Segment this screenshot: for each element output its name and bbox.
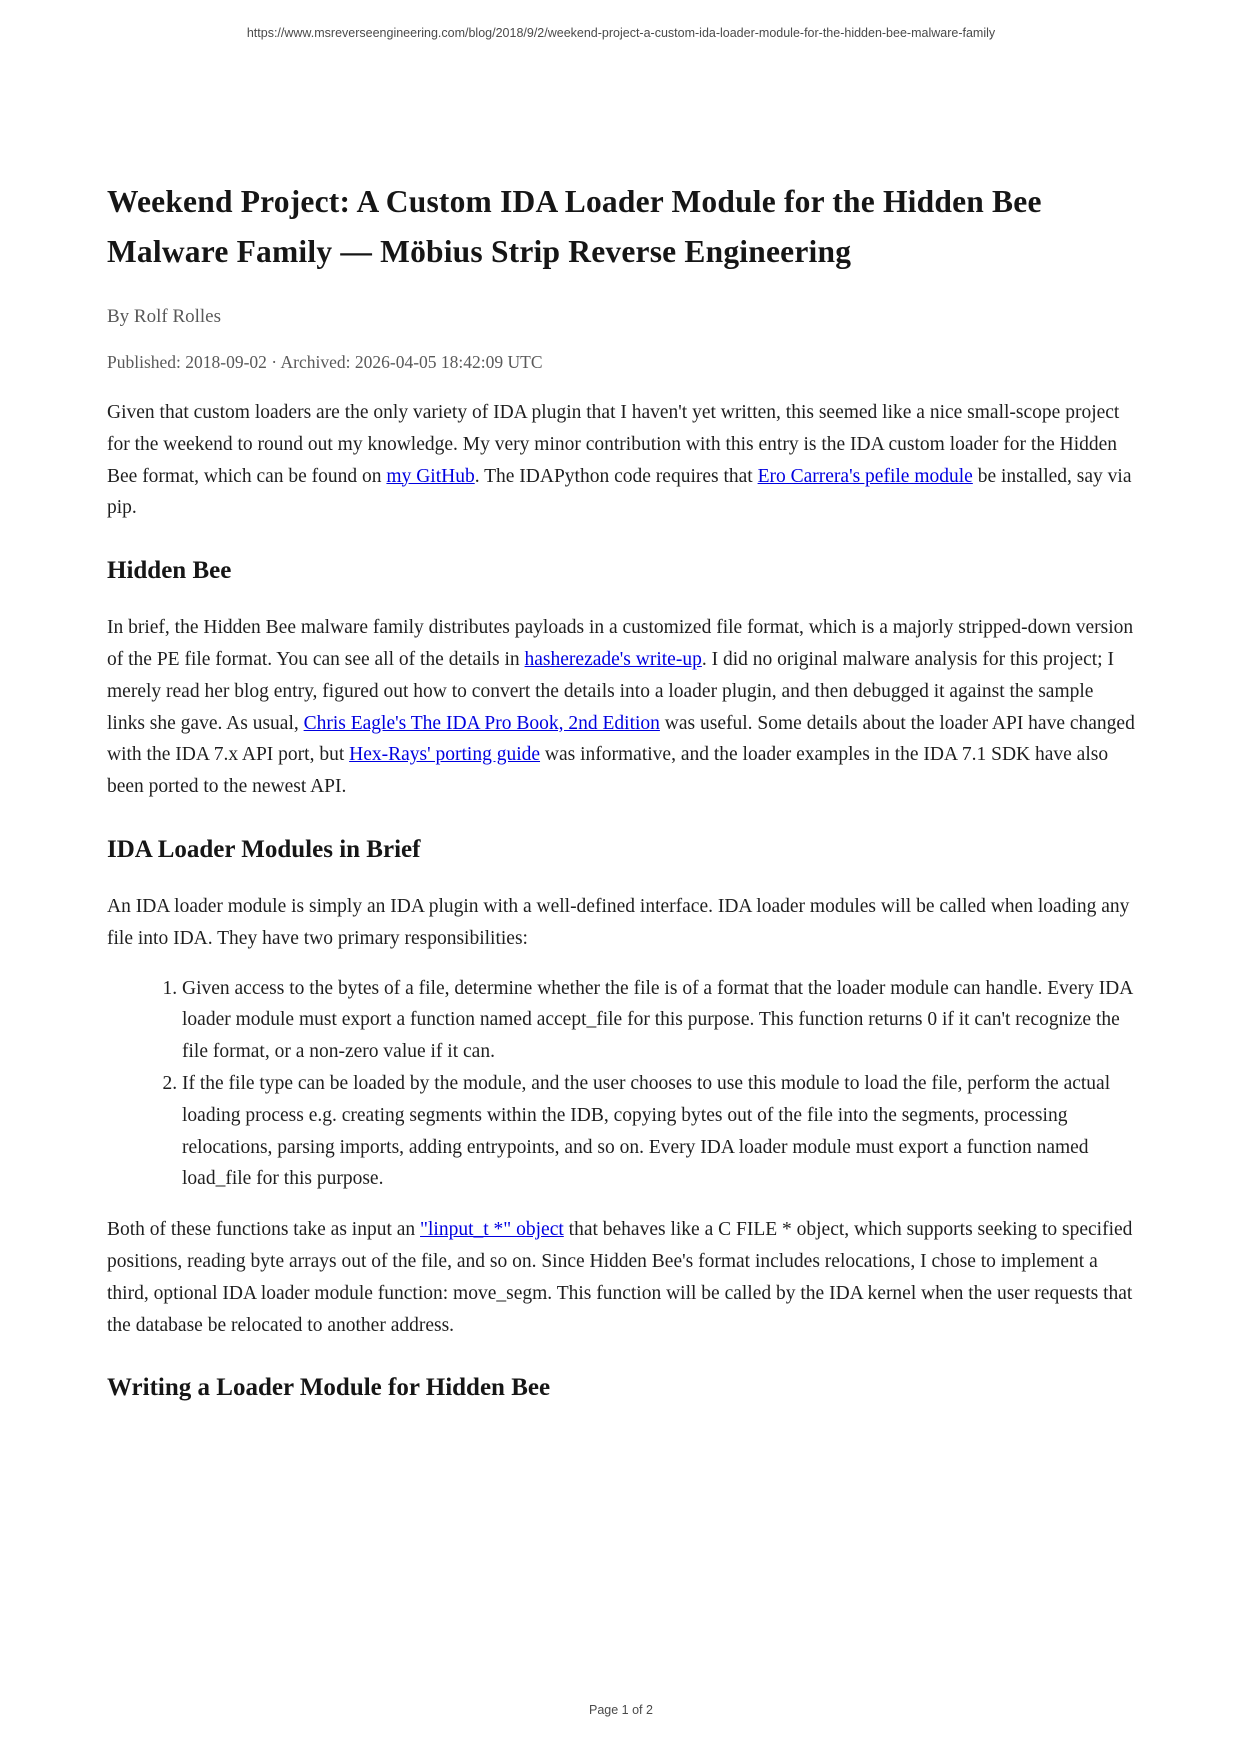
inline-link[interactable]: Chris Eagle's The IDA Pro Book, 2nd Edition [303,712,660,734]
list-item: 2. If the file type can be loaded by the module, and the user chooses to use this module to load the file, perform the actual loading process e.g. creating segments within the IDB, copying bytes out of the file into the segments, processing relocations, parsing imports, adding entrypoints, and so on. Every IDA loader module must export a function named load_file for this purpose. [182,1068,1135,1195]
list-item: 1. Given access to the bytes of a file, determine whether the file is of a format that the loader module can handle. Every IDA loader module must export a function named accept_file for this purpose. This function returns 0 if it can't recognize the file format, or a non-zero value if it can. [182,973,1135,1068]
loader-responsibilities-list [107,973,1135,1196]
inline-link[interactable]: Hex-Rays' porting guide [349,744,541,766]
hidden-bee-paragraph: In brief, the Hidden Bee malware family distributes payloads in a customized file format, which is a majorly stripped-down version of the PE file format. You can see all of the details in hasherezade's write-up. I did no original malware analysis for this project; I merely read her blog entry, figured out how to convert the details into a loader plugin, and then debugged it against the sample links she gave. As usual, Chris Eagle's The IDA Pro Book, 2nd Edition was useful. Some details about the loader API have changed with the IDA 7.x API port, but Hex-Rays' porting guide was informative, and the loader examples in the IDA 7.1 SDK have also been ported to the newest API. [107,617,1135,798]
page-title: Weekend Project: A Custom IDA Loader Module for the Hidden Bee Malware Family — Möbius Strip Reverse Engineering [107,184,1042,269]
inline-link[interactable]: my GitHub [386,465,475,487]
loader-modules-paragraph: An IDA loader module is simply an IDA plugin with a well-defined interface. IDA loader modules will be called when loading any file into IDA. They have two primary responsibilities: [107,895,1130,949]
published-archived-line: Published: 2018-09-02 · Archived: 2026-04-05 18:42:09 UTC [107,352,543,372]
byline: By Rolf Rolles [107,306,222,327]
page-number-indicator: Page 1 of 2 [589,1703,653,1717]
intro-paragraph: Given that custom loaders are the only variety of IDA plugin that I haven't yet written, this seemed like a nice small-scope project for the weekend to round out my knowledge. My very minor contribution with this entry is the IDA custom loader for the Hidden Bee format, which can be found on my GitHub. The IDAPython code requires that Ero Carrera's pefile module be installed, say via pip. [107,402,1132,519]
linput-paragraph: Both of these functions take as input an "linput_t *" object that behaves like a C FILE * object, which supports seeking to specified positions, reading byte arrays out of the file, and so on. Since Hidden Bee's format includes relocations, I chose to implement a third, optional IDA loader module function: move_segm. This function will be called by the IDA kernel when the user requests that the database be relocated to another address. [107,1219,1133,1336]
print-header-url: https://www.msreverseengineering.com/blog/2018/9/2/weekend-project-a-custom-ida-loader-module-for-the-hidden-bee-malware-family [246,26,996,40]
inline-link[interactable]: "linput_t *" object [420,1219,564,1241]
section-heading-ida-loader-modules: IDA Loader Modules in Brief [107,835,421,863]
inline-link[interactable]: hasherezade's write-up [524,648,702,670]
inline-link[interactable]: Ero Carrera's pefile module [757,465,973,487]
section-heading-writing-loader-module: Writing a Loader Module for Hidden Bee [107,1374,551,1402]
section-heading-hidden-bee: Hidden Bee [107,557,232,585]
